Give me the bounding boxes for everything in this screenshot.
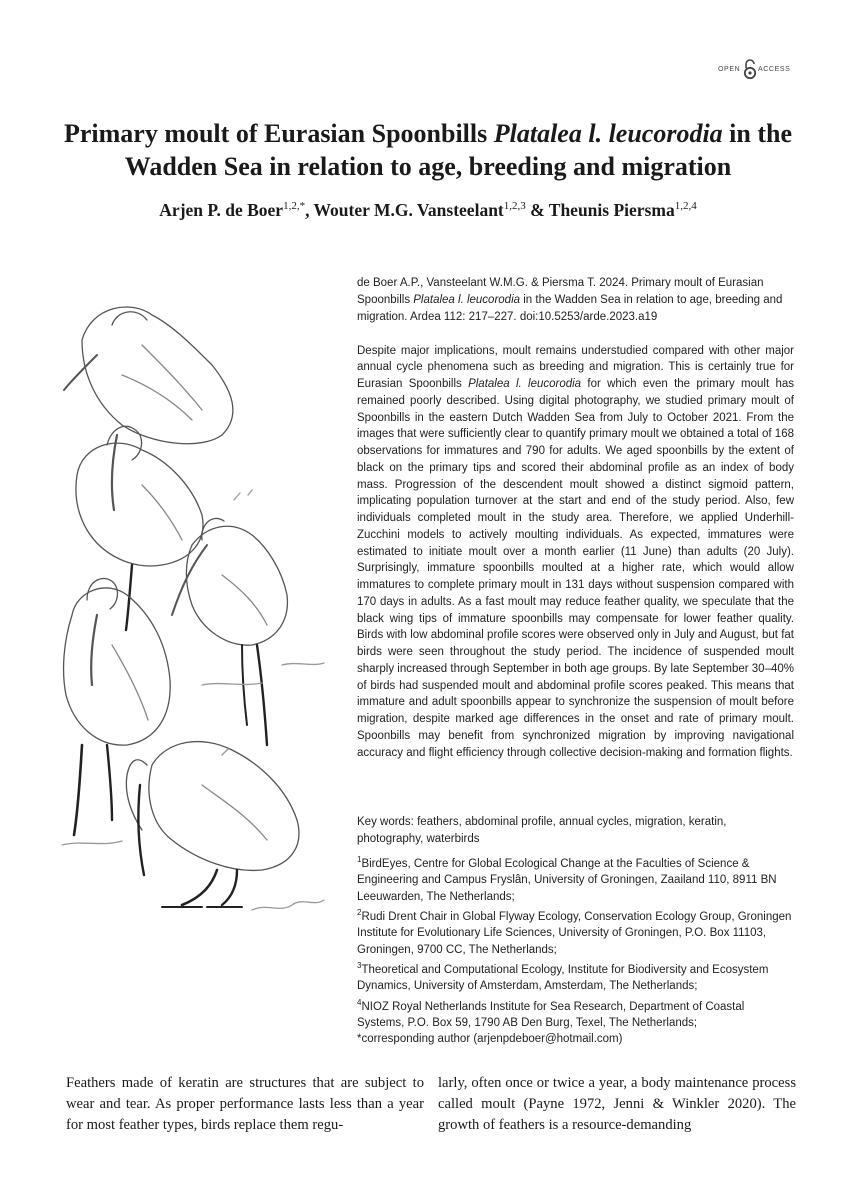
title-part-1: Primary moult of Eurasian Spoonbills <box>63 119 494 148</box>
open-access-badge <box>718 58 828 86</box>
abstract-text-after: for which even the primary moult has remained poorly described. Using digital photography, we studied primary moult of Spoonbills in the eastern Dutch Wadden Sea from July to October 2021. From the images that were sufficiently clear to quantify primary moult we obtained a total of 168 observations for immatures and 790 for adults. We aged spoonbills by the extent of black on the primary tips and scored their abdominal profile as an index of body mass. Progression of the descendent moult showed a distinct sigmoid pattern, implicating population turnover at the start and end of the study period. Also, few individuals completed moult in the study area. Therefore, we applied Underhill-Zucchini models to actively moulting individuals. As expected, immatures were estimated to initiate moult over a month earlier (11 June) than adults (20 July). Surprisingly, immature spoonbills moulted at a higher rate, which would allow immatures to complete primary moult in 131 days without suspension compared with 170 days in adults. As a fast moult may reduce feather quality, we speculate that the black wing tips of immature spoonbills may compensate for lower feather quality. Birds with low abdominal profile scores were observed only in July and August, but fat birds were seen throughout the study period. The incidence of suspended moult sharply increased through September in both age groups. By late September 30–40% of birds had suspended moult and abdominal profile scores peaked. This means that immature and adult spoonbills appear to synchronize the suspension of moult before migration, despite marked age differences in the onset and rate of primary moult. Spoonbills may benefit from synchronized migration by improving navigational accuracy and flight efficiency through collective decision-making and formation flights. <box>357 378 795 759</box>
author-affiliation: 1,2,4 <box>674 200 697 213</box>
citation-text-before: de Boer A.P., Vansteelant W.M.G. & Piersma T. 2024. Primary moult of Eurasian Spoonbills <box>357 276 764 306</box>
body-column-right <box>438 1073 796 1136</box>
affiliation-text: Rudi Drent Chair in Global Flyway Ecology, Conservation Ecology Group, Groningen Institute for Evolutionary Life Sciences, University of Groningen, P.O. Box 11103, Groningen, 9700 CC, The Netherlands; <box>357 910 792 956</box>
citation-species: Platalea l. leucorodia <box>413 293 521 306</box>
paper-title <box>40 117 816 183</box>
affiliations <box>357 852 794 1048</box>
affiliation-number: 3 <box>357 961 362 971</box>
open-lock-icon <box>743 58 757 80</box>
author-separator: & <box>525 200 549 220</box>
affiliation-text: BirdEyes, Centre for Global Ecological Change at the Faculties of Science & Engineering and Campus Fryslân, University of Groningen, Zaailand 110, 8911 BN Leeuwarden, The Netherlands; <box>357 857 777 903</box>
author-name: Arjen P. de Boer <box>159 200 284 220</box>
body-column-left <box>66 1073 424 1136</box>
author-name: Theunis Piersma <box>548 200 675 220</box>
affiliation-item <box>357 905 794 958</box>
affiliation-text: Theoretical and Computational Ecology, Institute for Biodiversity and Ecosystem Dynamics, University of Amsterdam, Amsterdam, The Netherlands; <box>357 963 769 993</box>
badge-word-access: ACCESS <box>758 66 791 73</box>
affiliation-item <box>357 958 794 995</box>
affiliation-number: 1 <box>357 855 362 864</box>
abstract-species: Platalea l. leucorodia <box>468 378 582 390</box>
body-paragraph: Feathers made of keratin are structures that are subject to wear and tear. As proper performance lasts less than a year for most feather types, birds replace them regu- <box>66 1075 424 1133</box>
spoonbill-sketch-illustration <box>52 285 342 935</box>
keywords: Key words: feathers, abdominal profile, annual cycles, migration, keratin, photography, waterbirds <box>357 815 727 845</box>
affiliation-item <box>357 995 794 1032</box>
affiliation-number: 2 <box>357 908 362 918</box>
body-paragraph: larly, often once or twice a year, a body maintenance process called moult (Payne 1972, Jenni & Winkler 2020). The growth of feathers is a resource-demanding <box>438 1075 796 1133</box>
badge-word-open: OPEN <box>718 66 741 73</box>
corresponding-author: *corresponding author (arjenpdeboer@hotmail.com) <box>357 1033 623 1046</box>
affiliation-item <box>357 852 794 905</box>
citation-text-after: in the Wadden Sea in relation to age, breeding and migration. Ardea 112: 217–227. doi:10.5253/arde.2023.a19 <box>357 293 783 323</box>
author-affiliation: 1,2,* <box>283 200 306 213</box>
author-name: Wouter M.G. Vansteelant <box>313 200 504 220</box>
author-affiliation: 1,2,3 <box>503 200 526 213</box>
title-part-2: in the Wadden Sea in relation to age, breeding and migration <box>124 119 793 181</box>
author-separator: , <box>305 200 314 220</box>
author-list <box>40 200 816 221</box>
title-species: Platalea l. leucorodia <box>493 119 723 148</box>
abstract-text-before: Despite major implications, moult remains understudied compared with other major annual cycle phenomena such as breeding and migration. This is certainly true for Eurasian Spoonbills <box>357 344 794 390</box>
affiliation-number: 4 <box>357 997 362 1007</box>
affiliation-text: NIOZ Royal Netherlands Institute for Sea Research, Department of Coastal Systems, P.O. Box 59, 1790 AB Den Burg, Texel, The Netherlands; <box>357 1000 745 1029</box>
abstract <box>357 343 794 762</box>
citation <box>357 275 794 326</box>
